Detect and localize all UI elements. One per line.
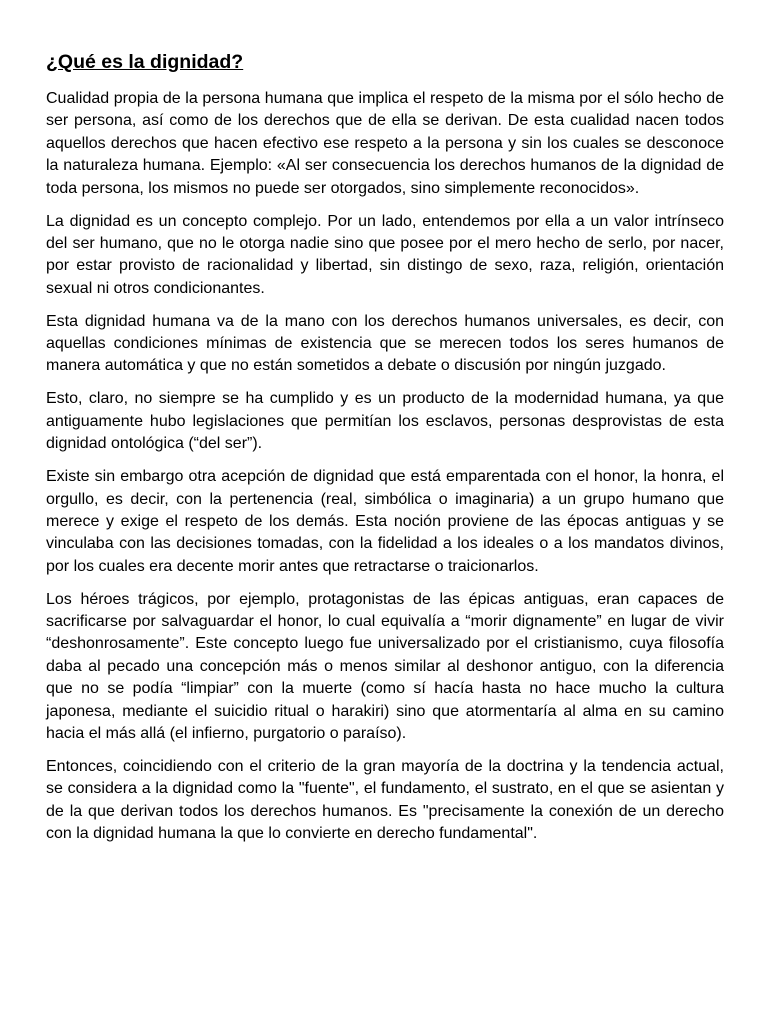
paragraph-4: Esto, claro, no siempre se ha cumplido y es un producto de la modernidad humana, ya que antiguamente hubo legislaciones que permitían los esclavos, personas desprovistas de esta dignidad ontológica (“del ser”).	[46, 390, 724, 453]
paragraph-2: La dignidad es un concepto complejo. Por un lado, entendemos por ella a un valor intrínseco del ser humano, que no le otorga nadie sino que posee por el mero hecho de serlo, por nacer, por estar provisto de racionalidad y libertad, sin distingo de sexo, raza, religión, orientación sexual ni otros condicionantes.	[46, 212, 724, 297]
paragraph-5: Existe sin embargo otra acepción de dignidad que está emparentada con el honor, la honra, el orgullo, es decir, con la pertenencia (real, simbólica o imaginaria) a un grupo humano que merece y exige el respeto de los demás. Esta noción proviene de las épocas antiguas y se vinculaba con las decisiones tomadas, con la fidelidad a los ideales o a los mandatos divinos, por los cuales era decente morir antes que retractarse o traicionarlos.	[46, 468, 724, 575]
paragraph-7: Entonces, coincidiendo con el criterio de la gran mayoría de la doctrina y la tendencia actual, se considera a la dignidad como la "fuente", el fundamento, el sustrato, en el que se asientan y de la que derivan todos los derechos humanos. Es "precisamente la conexión de un derecho con la dignidad humana la que lo convierte en derecho fundamental".	[46, 757, 724, 843]
document-title: ¿Qué es la dignidad?	[46, 51, 244, 73]
paragraph-6: Los héroes trágicos, por ejemplo, protagonistas de las épicas antiguas, eran capaces de sacrificarse por salvaguardar el honor, lo cual equivalía a “morir dignamente” en lugar de vivir “deshonrosamente”. Este concepto luego fue universalizado por el cristianismo, cuya filosofía daba al pecado una concepción más o menos similar al deshonor antiguo, con la diferencia que no se podía “limpiar” con la muerte (como sí hacía hasta no hace mucho la cultura japonesa, mediante el suicidio ritual o harakiri) sino que atormentaría al alma en su camino hacia el más allá (el infierno, purgatorio o paraíso).	[46, 590, 724, 743]
paragraph-3: Esta dignidad humana va de la mano con los derechos humanos universales, es decir, con aquellas condiciones mínimas de existencia que se merecen todos los seres humanos de manera automática y que no están sometidos a debate o discusión por ningún juzgado.	[46, 312, 724, 375]
paragraph-1: Cualidad propia de la persona humana que implica el respeto de la misma por el sólo hecho de ser persona, así como de los derechos que de ella se derivan. De esta cualidad nacen todos aquellos derechos que hacen efectivo ese respeto a la persona y sin los cuales se desconoce la naturaleza humana. Ejemplo: «Al ser consecuencia los derechos humanos de la dignidad de toda persona, los mismos no puede ser otorgados, sino simplemente reconocidos».	[46, 90, 724, 197]
